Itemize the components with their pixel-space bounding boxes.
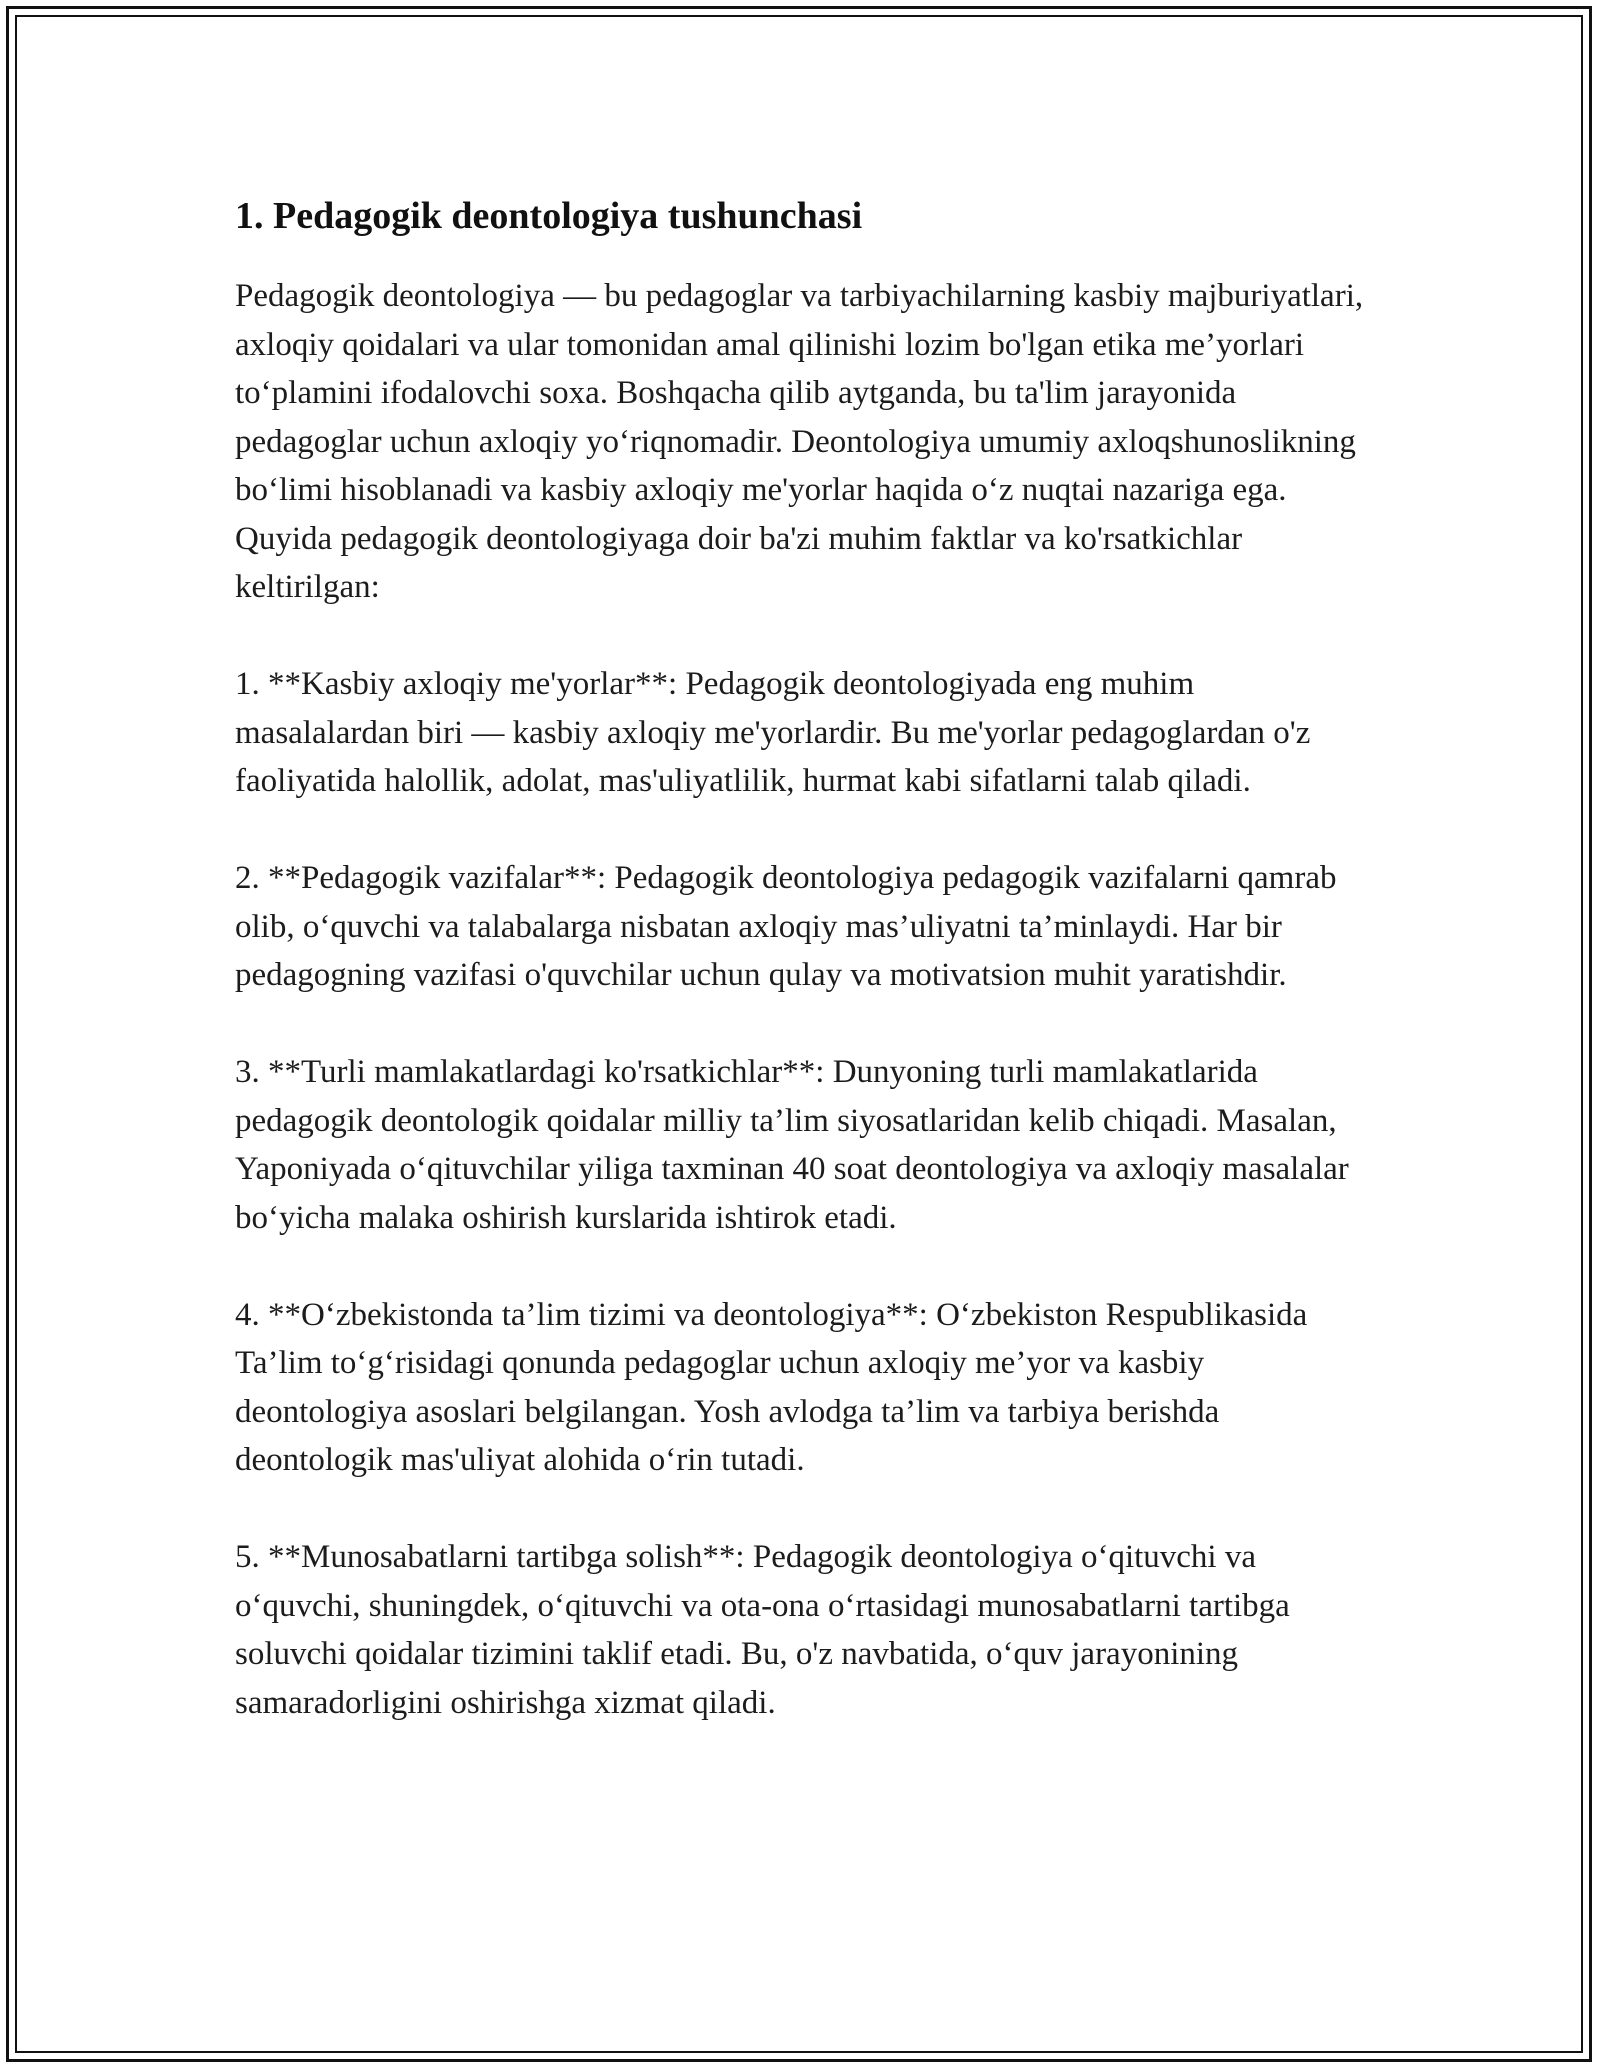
list-item-2: 2. **Pedagogik vazifalar**: Pedagogik deontologiya pedagogik vazifalarni qamrab olib, o‘quvchi va talabalarga nisbatan axloqiy mas’uliyatni ta’minlaydi. Har bir pedagogning vazifasi o'quvchilar uchun qulay va motivatsion muhit yaratishdir. <box>235 860 1337 993</box>
list-item-5: 5. **Munosabatlarni tartibga solish**: Pedagogik deontologiya o‘qituvchi va o‘quvchi, shuningdek, o‘qituvchi va ota-ona o‘rtasidagi munosabatlarni tartibga soluvchi qoidalar tizimini taklif etadi. Bu, o'z navbatida, o‘quv jarayonining samaradorligini oshirishga xizmat qiladi. <box>235 1539 1290 1721</box>
intro-paragraph: Pedagogik deontologiya — bu pedagoglar va tarbiyachilarning kasbiy majburiyatlari, axloqiy qoidalari va ular tomonidan amal qilinishi lozim bo'lgan etika me’yorlari to‘plamini ifodalovchi soxa. Boshqacha qilib aytganda, bu ta'lim jarayonida pedagoglar uchun axloqiy yo‘riqnomadir. Deontologiya umumiy axloqshunoslikning bo‘limi hisoblanadi va kasbiy axloqiy me'yorlar haqida o‘z nuqtai nazariga ega. Quyida pedagogik deontologiyaga doir ba'zi muhim faktlar va ko'rsatkichlar keltirilgan: <box>235 278 1364 605</box>
list-item-4: 4. **O‘zbekistonda ta’lim tizimi va deontologiya**: O‘zbekiston Respublikasida Ta’lim to‘g‘risidagi qonunda pedagoglar uchun axloqiy me’yor va kasbiy deontologiya asoslari belgilangan. Yosh avlodga ta’lim va tarbiya berishda deontologik mas'uliyat alohida o‘rin tutadi. <box>235 1296 1308 1478</box>
list-item-1: 1. **Kasbiy axloqiy me'yorlar**: Pedagogik deontologiyada eng muhim masalalardan biri — kasbiy axloqiy me'yorlardir. Bu me'yorlar pedagoglardan o'z faoliyatida halollik, adolat, mas'uliyatlilik, hurmat kabi sifatlarni talab qiladi. <box>235 666 1311 799</box>
section-title: 1. Pedagogik deontologiya tushunchasi <box>235 195 863 237</box>
document-body <box>235 180 1375 1776</box>
list-item-3: 3. **Turli mamlakatlardagi ko'rsatkichlar**: Dunyoning turli mamlakatlarida pedagogik deontologik qoidalar milliy ta’lim siyosatlaridan kelib chiqadi. Masalan, Yaponiyada o‘qituvchilar yiliga taxminan 40 soat deontologiya va axloqiy masalalar bo‘yicha malaka oshirish kurslarida ishtirok etadi. <box>235 1054 1349 1236</box>
